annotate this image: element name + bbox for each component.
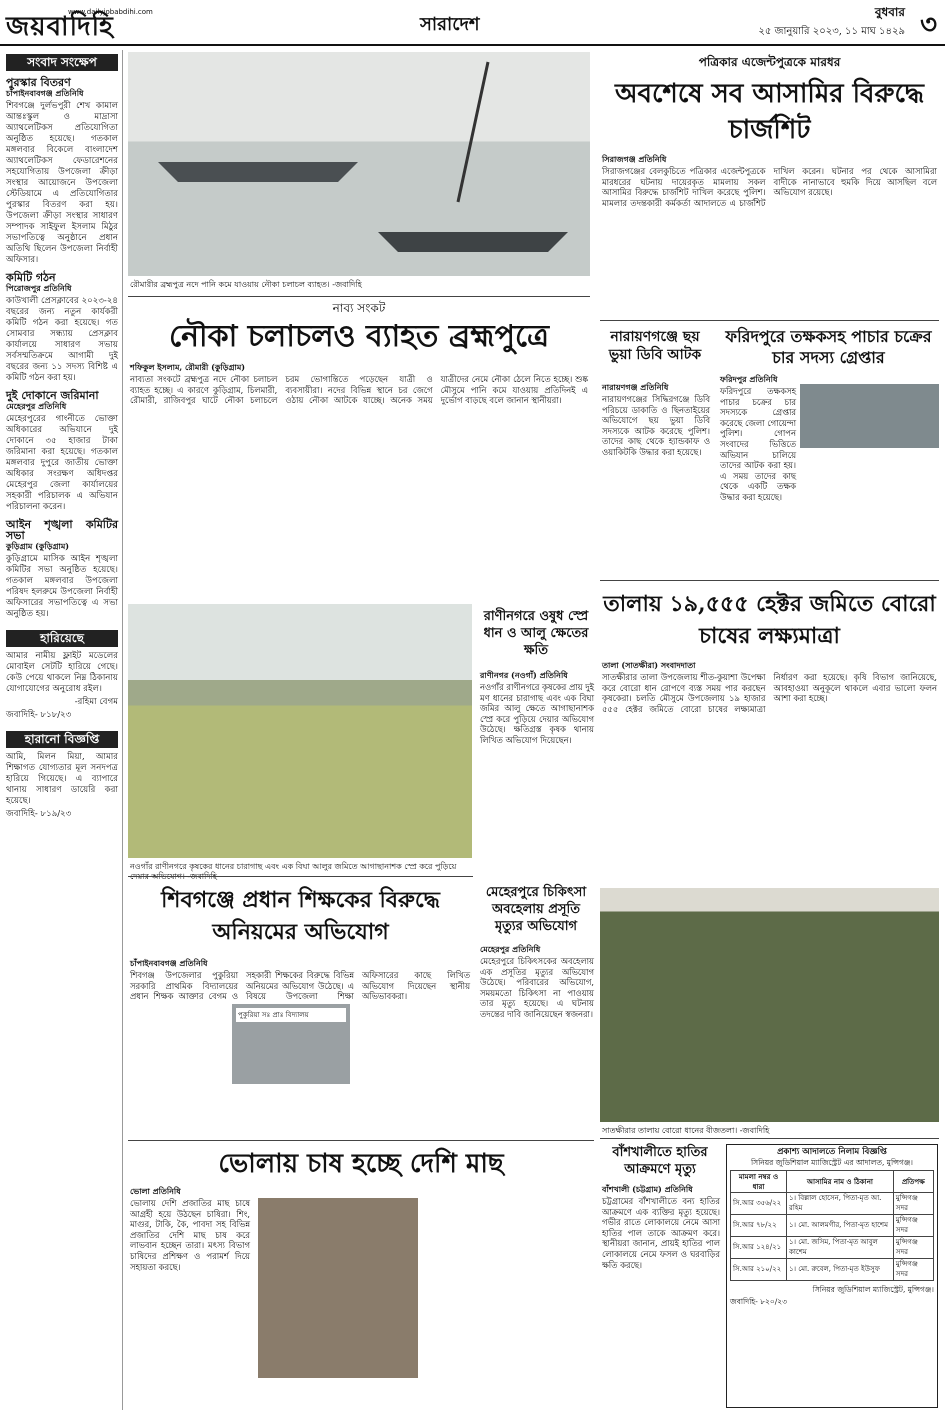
school-body: শিবগঞ্জ উপজেলার পুকুরিয়া সরকারি প্রাথমিক বিদ্যালয়ের প্রধান শিক্ষক আক্তার বেগম ও সহকারী শিক্ষকের বিরুদ্ধে বিভিন্ন অনিয়মের অভিযোগ উঠেছে। এ বিষয়ে উপজেলা শিক্ষা অফিসারের কাছে লিখিত অভিযোগ দিয়েছেন স্থানীয় অভিভাবকরা। bbox=[130, 970, 470, 1002]
brief-body: কাউখালী প্রেসক্লাবের ২০২৩-২৪ বছরের জন্য নতুন কার্যকরী কমিটি গঠন করা হয়েছে। গত সোমবার সন্ধ্যায় প্রেসক্লাব কার্যালয়ে সাধারণ সভায় সর্বসম্মতিক্রমে আগামী দুই বছরের জন্য ১১ সদস্য বিশিষ্ট এ কমিটি গঠন করা হয়। bbox=[6, 296, 118, 383]
newspaper-logo bbox=[6, 6, 166, 42]
school-sign: পুকুরিয়া সঃ প্রাঃ বিদ্যালয় bbox=[236, 1008, 346, 1022]
river-photo bbox=[128, 52, 590, 276]
narayanganj-body: নারায়ণগঞ্জের সিদ্ধিরগঞ্জে ডিবি পরিচয়ে ডাকাতি ও ছিনতাইয়ের অভিযোগে ছয় ভুয়া ডিবি সদস্যকে আটক করেছে পুলিশ। তাদের কাছ থেকে হ্যান্ডকাফ ও ওয়াকিটকি উদ্ধার করা হয়েছে। bbox=[602, 394, 710, 457]
cell: সি.আর ১২৪/২১ bbox=[731, 1237, 787, 1259]
divider bbox=[600, 1138, 939, 1139]
date-text: ২৫ জানুয়ারি ২০২৩, ১১ মাঘ ১৪২৯ bbox=[758, 26, 905, 37]
charge-byline: সিরাজগঞ্জ প্রতিনিধি bbox=[602, 154, 667, 164]
river-body: নাব্যতা সংকটে ব্রহ্মপুত্র নদে নৌকা চলাচল ব্যাহত হচ্ছে। এ কারণে কুড়িগ্রাম, চিলমারী, রৌমারী, রাজিবপুর ঘাটে নৌকা চলাচলে চরম ভোগান্তিতে পড়েছেন যাত্রী ও ব্যবসায়ীরা। নদের বিভিন্ন স্থানে চর জেগে ওঠায় নৌকা আটকে যাচ্ছে। অনেক সময় যাত্রীদের নেমে নৌকা ঠেলে নিতে হচ্ছে। শুষ্ক মৌসুমে পানি কমে যাওয়ায় প্রতিদিনই এ দুর্ভোগ বাড়ছে বলে জানান স্থানীয়রা। bbox=[130, 374, 588, 406]
weekday: বুধবার bbox=[874, 5, 905, 19]
fish-body: ভোলায় দেশি প্রজাতির মাছ চাষে আগ্রহী হয়ে উঠছেন চাষিরা। শিং, মাগুর, টাকি, কৈ, পাবদা সহ বিভিন্ন প্রজাতির দেশি মাছ চাষ করে লাভবান হচ্ছেন তারা। মৎস্য বিভাগ চাষিদের প্রশিক্ষণ ও পরামর্শ দিয়ে সহায়তা করছে। bbox=[130, 1198, 250, 1272]
brief-body: শিবগঞ্জে দুর্লভপুরী শেখ কামাল আন্তঃস্কুল ও মাদ্রাসা অ্যাথলেটিকস প্রতিযোগিতা অনুষ্ঠিত হয়েছে। গতকাল মঙ্গলবার বিকেলে বাংলাদেশ অ্যাথলেটিকস ফেডারেশনের সহযোগিতায় উপজেলা ক্রীড়া সংস্থার আয়োজনে উপজেলা স্টেডিয়ামে এ প্রতিযোগিতার পুরস্কার বিতরণ করা হয়। উপজেলা ক্রীড়া সংস্থার সাধারণ সম্পাদক সাইফুল ইসলাম মিঠুর সভাপতিত্বে অনুষ্ঠানে প্রধান অতিথি ছিলেন উপজেলা নির্বাহী অফিসার। bbox=[6, 101, 118, 265]
elephant-headline: বাঁশখালীতে হাতির আক্রমণে মৃত্যু bbox=[612, 1145, 708, 1177]
boro-body: সাতক্ষীরার তালা উপজেলায় শীত-কুয়াশা উপেক্ষা করে বোরো ধান রোপণে ব্যস্ত সময় পার করছেন কৃষকেরা। চলতি মৌসুমে উপজেলায় ১৯ হাজার ৫৫৫ হেক্টর জমিতে বোরো চাষের লক্ষ্যমাত্রা নির্ধারণ করা হয়েছে। কৃষি বিভাগ জানিয়েছে, আবহাওয়া অনুকূলে থাকলে এবার ভালো ফলন আশা করা হচ্ছে। bbox=[602, 672, 937, 714]
table-row bbox=[731, 1237, 934, 1259]
cell: সি.আর ৩৫৬/২২ bbox=[731, 1193, 787, 1215]
cell: ১। মো. আলমগীর, পিতা-মৃত হাশেম bbox=[787, 1215, 894, 1237]
col-case: মামলা নম্বর ও ধারা bbox=[731, 1171, 787, 1193]
arrest-photo bbox=[800, 384, 939, 448]
brief-byline: চাঁপাইনবাবগঞ্জ প্রতিনিধি bbox=[6, 88, 84, 98]
brief-title: কমিটি গঠন bbox=[6, 271, 56, 284]
news-brief-column bbox=[6, 50, 123, 1410]
river-caption: রৌমারীর ব্রহ্মপুত্র নদে পানি কমে যাওয়ায় নৌকা চলাচল ব্যাহত। -জবাদিহি bbox=[130, 280, 362, 289]
fish-body-cont bbox=[424, 1186, 594, 1408]
cell: সি.আর ২১০/২২ bbox=[731, 1259, 787, 1281]
lost-head: হারিয়েছে bbox=[6, 630, 118, 647]
cell: সি.আর ৭৮/২২ bbox=[731, 1215, 787, 1237]
lost-code: জবাদিহি- ৮১৮/২৩ bbox=[6, 710, 72, 720]
meherpur-byline: মেহেরপুর প্রতিনিধি bbox=[480, 944, 541, 954]
brief-item bbox=[6, 390, 118, 513]
potato-byline: রাণীনগর (নওগাঁ) প্রতিনিধি bbox=[480, 670, 568, 680]
elephant-byline: বাঁশখালী (চট্টগ্রাম) প্রতিনিধি bbox=[602, 1184, 693, 1194]
narayanganj-byline: নারায়ণগঞ্জ প্রতিনিধি bbox=[602, 382, 669, 392]
meherpur-body: মেহেরপুরে চিকিৎসকের অবহেলায় এক প্রসূতির মৃত্যুর অভিযোগ উঠেছে। পরিবারের অভিযোগ, সময়মতো চিকিৎসা না পাওয়ায় তার মৃত্যু হয়েছে। এ ঘটনায় তদন্তের দাবি জানিয়েছেন স্বজনরা। bbox=[480, 956, 594, 1019]
date-line bbox=[758, 4, 905, 41]
notice-office: সিনিয়র জুডিশিয়াল ম্যাজিস্ট্রেট এর আদালত, মুন্সিগঞ্জ। bbox=[751, 1157, 913, 1167]
cell: মুন্সিগঞ্জ সদর bbox=[893, 1259, 933, 1281]
brief-body: মেহেরপুরের গাংনীতে ভোক্তা অধিকারের অভিযানে দুই দোকানে ৩৫ হাজার টাকা জরিমানা করা হয়েছে। গতকাল মঙ্গলবার দুপুরে জাতীয় ভোক্তা অধিকার সংরক্ষণ অধিদপ্তর মেহেরপুর জেলা কার্যালয়ের সহকারী পরিচালক এ অভিযান পরিচালনা করেন। bbox=[6, 414, 118, 512]
brief-title: আইন শৃঙ্খলা কমিটির সভা bbox=[6, 518, 118, 542]
brief-title: দুই দোকানে জরিমানা bbox=[6, 389, 99, 402]
fish-photo bbox=[258, 1198, 418, 1378]
divider bbox=[600, 320, 939, 321]
brief-title: পুরস্কার বিতরণ bbox=[6, 76, 71, 89]
brief-item bbox=[6, 519, 118, 620]
charge-body: সিরাজগঞ্জের বেলকুচিতে পত্রিকার এজেন্টপুত্রকে মারধরের ঘটনায় দায়েরকৃত মামলায় সকল আসামির বিরুদ্ধে চার্জশিট দাখিল করেছে পুলিশ। মামলার তদন্তকারী কর্মকর্তা আদালতে এ চার্জশিট দাখিল করেন। ঘটনার পর থেকে আসামিরা বাদীকে নানাভাবে হুমকি দিয়ে আসছিল বলে অভিযোগ রয়েছে। bbox=[602, 166, 937, 208]
divider bbox=[128, 296, 590, 297]
notice-sign: সিনিয়র জুডিশিয়াল ম্যাজিস্ট্রেট, মুন্সিগঞ্জ। bbox=[812, 1285, 934, 1294]
river-kicker: নাব্য সংকট bbox=[332, 301, 386, 315]
boro-caption: সাতক্ষীরার তালায় বোরো ধানের বীজতলা। -জবাদিহি bbox=[602, 1126, 770, 1135]
col-party: প্রতিপক্ষ bbox=[893, 1171, 933, 1193]
cell: ১। মো. জসিম, পিতা-মৃত আবুল কাশেম bbox=[787, 1237, 894, 1259]
school-byline: চাঁপাইনবাবগঞ্জ প্রতিনিধি bbox=[130, 958, 208, 968]
charge-headline: অবশেষে সব আসামির বিরুদ্ধে চার্জশিট bbox=[615, 79, 924, 145]
river-headline: নৌকা চলাচলও ব্যাহত ব্রহ্মপুত্রে bbox=[168, 319, 550, 354]
notice-code: জবাদিহি- ৮১৯/২৩ bbox=[6, 809, 72, 819]
faridpur-body-cont bbox=[720, 452, 938, 572]
cell: মুন্সিগঞ্জ সদর bbox=[893, 1193, 933, 1215]
masthead bbox=[0, 0, 945, 46]
boat-illustration bbox=[128, 52, 590, 276]
table-row bbox=[731, 1193, 934, 1215]
seedbed-photo bbox=[600, 888, 939, 1122]
notice-head: হারানো বিজ্ঞপ্তি bbox=[6, 731, 118, 748]
lost-sign: -রহিমা বেগম bbox=[74, 697, 118, 707]
river-byline: শফিকুল ইসলাম, রৌমারী (কুড়িগ্রাম) bbox=[130, 362, 246, 372]
rice-field-photo bbox=[128, 604, 472, 858]
fish-headline: ভোলায় চাষ হচ্ছে দেশি মাছ bbox=[218, 1149, 504, 1179]
lost-body: আমার নামীয় ফ্লাইট মডেলের মোবাইল সেটটি হারিয়ে গেছে। কেউ পেয়ে থাকলে নিম্ন ঠিকানায় যোগাযোগের অনুরোধ রইল। bbox=[6, 651, 118, 694]
cell: ১। বিল্লাল হোসেন, পিতা-মৃত আ. রহিম bbox=[787, 1193, 894, 1215]
divider bbox=[600, 580, 939, 581]
potato-headline: রাণীনগরে ওষুধ স্প্রে ধান ও আলু ক্ষেতের ক্ষতি bbox=[483, 609, 589, 658]
meherpur-headline: মেহেরপুরে চিকিৎসা অবহেলায় প্রসূতি মৃত্যুর অভিযোগ bbox=[485, 885, 587, 934]
cell: মুন্সিগঞ্জ সদর bbox=[893, 1237, 933, 1259]
faridpur-body: ফরিদপুরে তক্ষকসহ পাচার চক্রের চার সদস্যকে গ্রেপ্তার করেছে জেলা গোয়েন্দা পুলিশ। গোপন সংবাদের ভিত্তিতে অভিযান চালিয়ে তাদের আটক করা হয়। এ সময় তাদের কাছ থেকে একটি তক্ষক উদ্ধার করা হয়েছে। bbox=[720, 386, 796, 502]
section-title: সারাদেশ bbox=[420, 14, 480, 35]
notice-title: প্রকাশ্য আদালতে নিলাম বিজ্ঞপ্তি bbox=[777, 1147, 887, 1157]
charge-kicker: পত্রিকার এজেন্টপুত্রকে মারধর bbox=[698, 55, 841, 69]
notice-body: আমি, মিলন মিয়া, আমার শিক্ষাগত যোগ্যতার মূল সনদপত্র হারিয়ে গিয়েছে। এ ব্যাপারে থানায় সাধারণ ডায়েরি করা হয়েছে। bbox=[6, 752, 118, 806]
divider bbox=[128, 1140, 594, 1141]
narayanganj-headline: নারায়ণগঞ্জে ছয় ভুয়া ডিবি আটক bbox=[608, 329, 702, 363]
cell: মুন্সিগঞ্জ সদর bbox=[893, 1215, 933, 1237]
school-photo bbox=[232, 1004, 350, 1084]
potato-body: নওগাঁর রাণীনগরে কৃষকের প্রায় দুই মণ ধানের চারাগাছ এবং এক বিঘা জমির আলু ক্ষেতে আগাছানাশক স্প্রে করে পুড়িয়ে দেয়ার অভিযোগ উঠেছে। ক্ষতিগ্রস্ত কৃষক থানায় লিখিত অভিযোগ দিয়েছেন। bbox=[480, 682, 594, 745]
news-brief-head: সংবাদ সংক্ষেপ bbox=[6, 54, 118, 71]
notice-code: জবাদিহি- ৮২০/২৩ bbox=[730, 1296, 788, 1306]
boro-headline: তালায় ১৯,৫৫৫ হেক্টর জমিতে বোরো চাষের লক্ষ্যমাত্রা bbox=[603, 591, 936, 649]
school-headline: শিবগঞ্জে প্রধান শিক্ষকের বিরুদ্ধে অনিয়মের অভিযোগ bbox=[161, 887, 440, 945]
brief-byline: মেহেরপুর প্রতিনিধি bbox=[6, 401, 67, 411]
court-notice bbox=[726, 1144, 938, 1408]
notice-table bbox=[730, 1170, 934, 1281]
logo-text: জয়বাদিহি bbox=[6, 12, 114, 42]
faridpur-byline: ফরিদপুর প্রতিনিধি bbox=[720, 374, 778, 384]
table-header bbox=[731, 1171, 934, 1193]
table-row bbox=[731, 1259, 934, 1281]
fish-byline: ভোলা প্রতিনিধি bbox=[130, 1186, 181, 1196]
faridpur-headline: ফরিদপুরে তক্ষকসহ পাচার চক্রের চার সদস্য গ্রেপ্তার bbox=[725, 327, 932, 367]
brief-byline: কুড়িগ্রাম (কুড়িগ্রাম) bbox=[6, 541, 70, 551]
brief-item bbox=[6, 77, 118, 266]
boro-byline: তালা (সাতক্ষীরা) সংবাদদাতা bbox=[602, 660, 696, 670]
table-row bbox=[731, 1215, 934, 1237]
brief-byline: পিরোজপুর প্রতিনিধি bbox=[6, 283, 72, 293]
elephant-body: চট্টগ্রামের বাঁশখালীতে বন্য হাতির আক্রমণে এক ব্যক্তির মৃত্যু হয়েছে। গভীর রাতে লোকালয়ে নেমে আসা হাতির পাল তাকে আক্রমণ করে। স্থানীয়রা জানান, প্রায়ই হাতির পাল লোকালয়ে নেমে ফসল ও ঘরবাড়ির ক্ষতি করছে। bbox=[602, 1196, 720, 1270]
potato-caption: নওগাঁর রাণীনগরে কৃষকের ধানের চারাগাছ এবং এক বিঘা আলুর জমিতে আগাছানাশক স্প্রে করে পুড়িয়ে bbox=[130, 862, 457, 871]
brief-item bbox=[6, 272, 118, 384]
col-accused: আসামির নাম ও ঠিকানা bbox=[787, 1171, 894, 1193]
logo-url: www.dailyjobabdihi.com bbox=[68, 8, 153, 16]
divider bbox=[128, 876, 473, 877]
brief-body: কুড়িগ্রামে মাসিক আইন শৃঙ্খলা কমিটির সভা অনুষ্ঠিত হয়েছে। গতকাল মঙ্গলবার উপজেলা পরিষদ হলরুমে উপজেলা নির্বাহী অফিসারের সভাপতিত্বে এ সভা অনুষ্ঠিত হয়। bbox=[6, 554, 118, 619]
cell: ১। মো. রুবেল, পিতা-মৃত ইউসুফ bbox=[787, 1259, 894, 1281]
page-number: ৩ bbox=[920, 10, 937, 40]
